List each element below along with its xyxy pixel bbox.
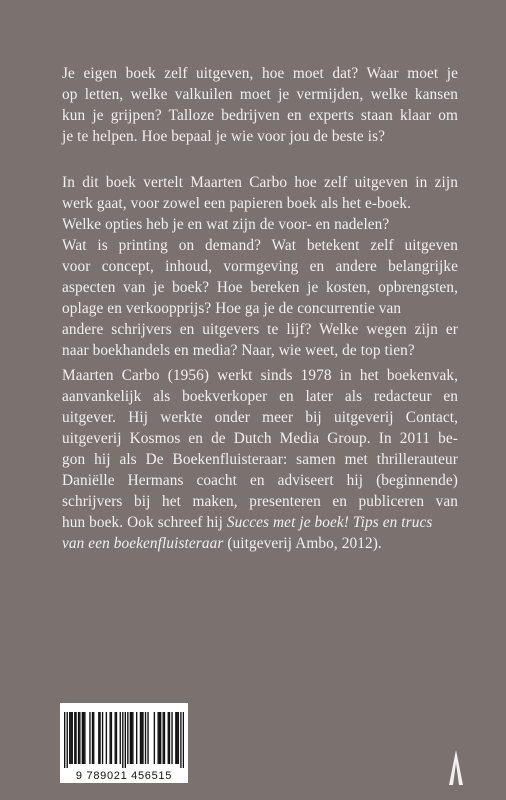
barcode-bar [175,712,176,764]
barcode-bar [142,712,143,764]
text-line: schrijvers bij het maken, presenteren en publiceren van [62,493,458,510]
barcode-bar [178,712,179,764]
barcode-bar [127,712,128,764]
barcode-bar [74,712,75,764]
barcode-bar [141,712,142,764]
text-line: je te helpen. Hoe bepaal je wie voor jou de beste is? [62,128,386,145]
text-line: andere schrijvers en uitgevers te lijf? Welke wegen zijn er [62,321,458,338]
barcode-bar [89,712,90,764]
barcode-bar [115,712,116,764]
text-line: Wat is printing on demand? Wat betekent zelf uitgeven [62,237,458,254]
barcode-bar [78,712,79,764]
barcode-bar [132,712,133,764]
isbn-barcode [60,703,188,783]
book-title-italic: van een boekenfluisteraar [62,535,224,552]
text-line: kun je grijpen? Talloze bedrijven en experts staan klaar om [62,107,458,124]
barcode-bar [84,712,85,764]
barcode-bar [82,712,83,764]
text-line: naar boekhandels en media? Naar, wie weet, de top tien? [62,342,415,359]
text-line: Daniëlle Hermans coacht en adviseert hij (beginnende) [62,472,458,489]
text-line: Maarten Carbo (1956) werkt sinds 1978 in het boekenvak, [62,367,458,384]
barcode-bar [157,712,158,764]
barcode-bar [130,712,131,764]
barcode-bar [72,712,73,764]
barcode-bar [164,712,165,764]
text-line: Welke opties heb je en wat zijn de voor- en nadelen? [62,216,390,233]
barcode-bar [125,712,126,768]
barcode-bar [70,712,71,764]
barcode-digits: 9 789021 456515 [75,770,173,782]
barcode-bar [169,712,170,764]
text-line [62,512,458,533]
text-line: aanvankelijk als boekverkoper en later als redacteur en [62,388,458,405]
text-line: aspecten van je boek? Hoe bereken je kosten, opbrengsten, [62,279,458,296]
barcode-bar [102,712,103,764]
text-line: oplage en verkoopprijs? Hoe ga je de concurrentie van [62,300,402,317]
barcode-bar [75,712,76,764]
barcode-bar [109,712,110,764]
author-bio-paragraph [62,365,458,554]
barcode-bar [183,712,184,768]
text-line: uitgever. Hij werkte onder meer bij uitgeverij Contact, [62,409,458,426]
back-cover-intro-paragraph [62,63,458,147]
barcode-bar [67,712,68,768]
barcode-bar [122,712,123,768]
barcode-bar [98,712,99,764]
book-title-italic: Succes met je boek! Tips en trucs [226,514,433,531]
barcode-bar [145,712,146,764]
barcode-bar [171,712,172,764]
barcode-bar [131,712,132,764]
barcode-bar [92,712,93,764]
barcode-bar [99,712,100,764]
barcode-bar [136,712,137,764]
triangle-logo-icon [447,748,465,786]
barcode-bar [64,712,65,768]
barcode-bar [176,712,177,764]
barcode-bar [93,712,94,764]
text-line: op letten, welke valkuilen moet je vermijden, welke kansen [62,86,458,103]
text-line: gon hij als De Boekenfluisteraar: samen met thrillerauteur [62,451,458,468]
barcode-bar [106,712,107,764]
barcode-bar [69,712,70,764]
barcode-bar [140,712,141,764]
barcode-bar [79,712,80,764]
text-line: voor concept, inhoud, vormgeving en andere belangrijke [62,258,458,275]
text-line: werk gaat, voor zowel een papieren boek als het e-boek. [62,195,412,212]
barcode-bar [168,712,169,764]
barcode-bar [154,712,155,764]
barcode-bar [120,712,121,764]
text-fragment: (uitgeverij Ambo, 2012). [227,535,382,552]
text-line: uitgeverij Kosmos en de Dutch Media Group. In 2011 be- [62,430,458,447]
barcode-bar [147,712,148,764]
text-line: Je eigen boek zelf uitgeven, hoe moet dat? Waar moet je [62,65,458,82]
barcode-bar [159,712,160,764]
barcode-bar [111,712,112,764]
barcode-bar [116,712,117,764]
text-line: In dit boek vertelt Maarten Carbo hoe zelf uitgeven in zijn [62,174,458,191]
barcode-bar [160,712,161,764]
text-line [62,533,458,554]
barcode-bar [163,712,164,764]
text-fragment: hun boek. Ook schreef hij [62,514,223,531]
barcode-bars [64,712,184,768]
back-cover-summary-paragraph [62,172,458,361]
barcode-bar [180,712,181,768]
barcode-bar [83,712,84,764]
